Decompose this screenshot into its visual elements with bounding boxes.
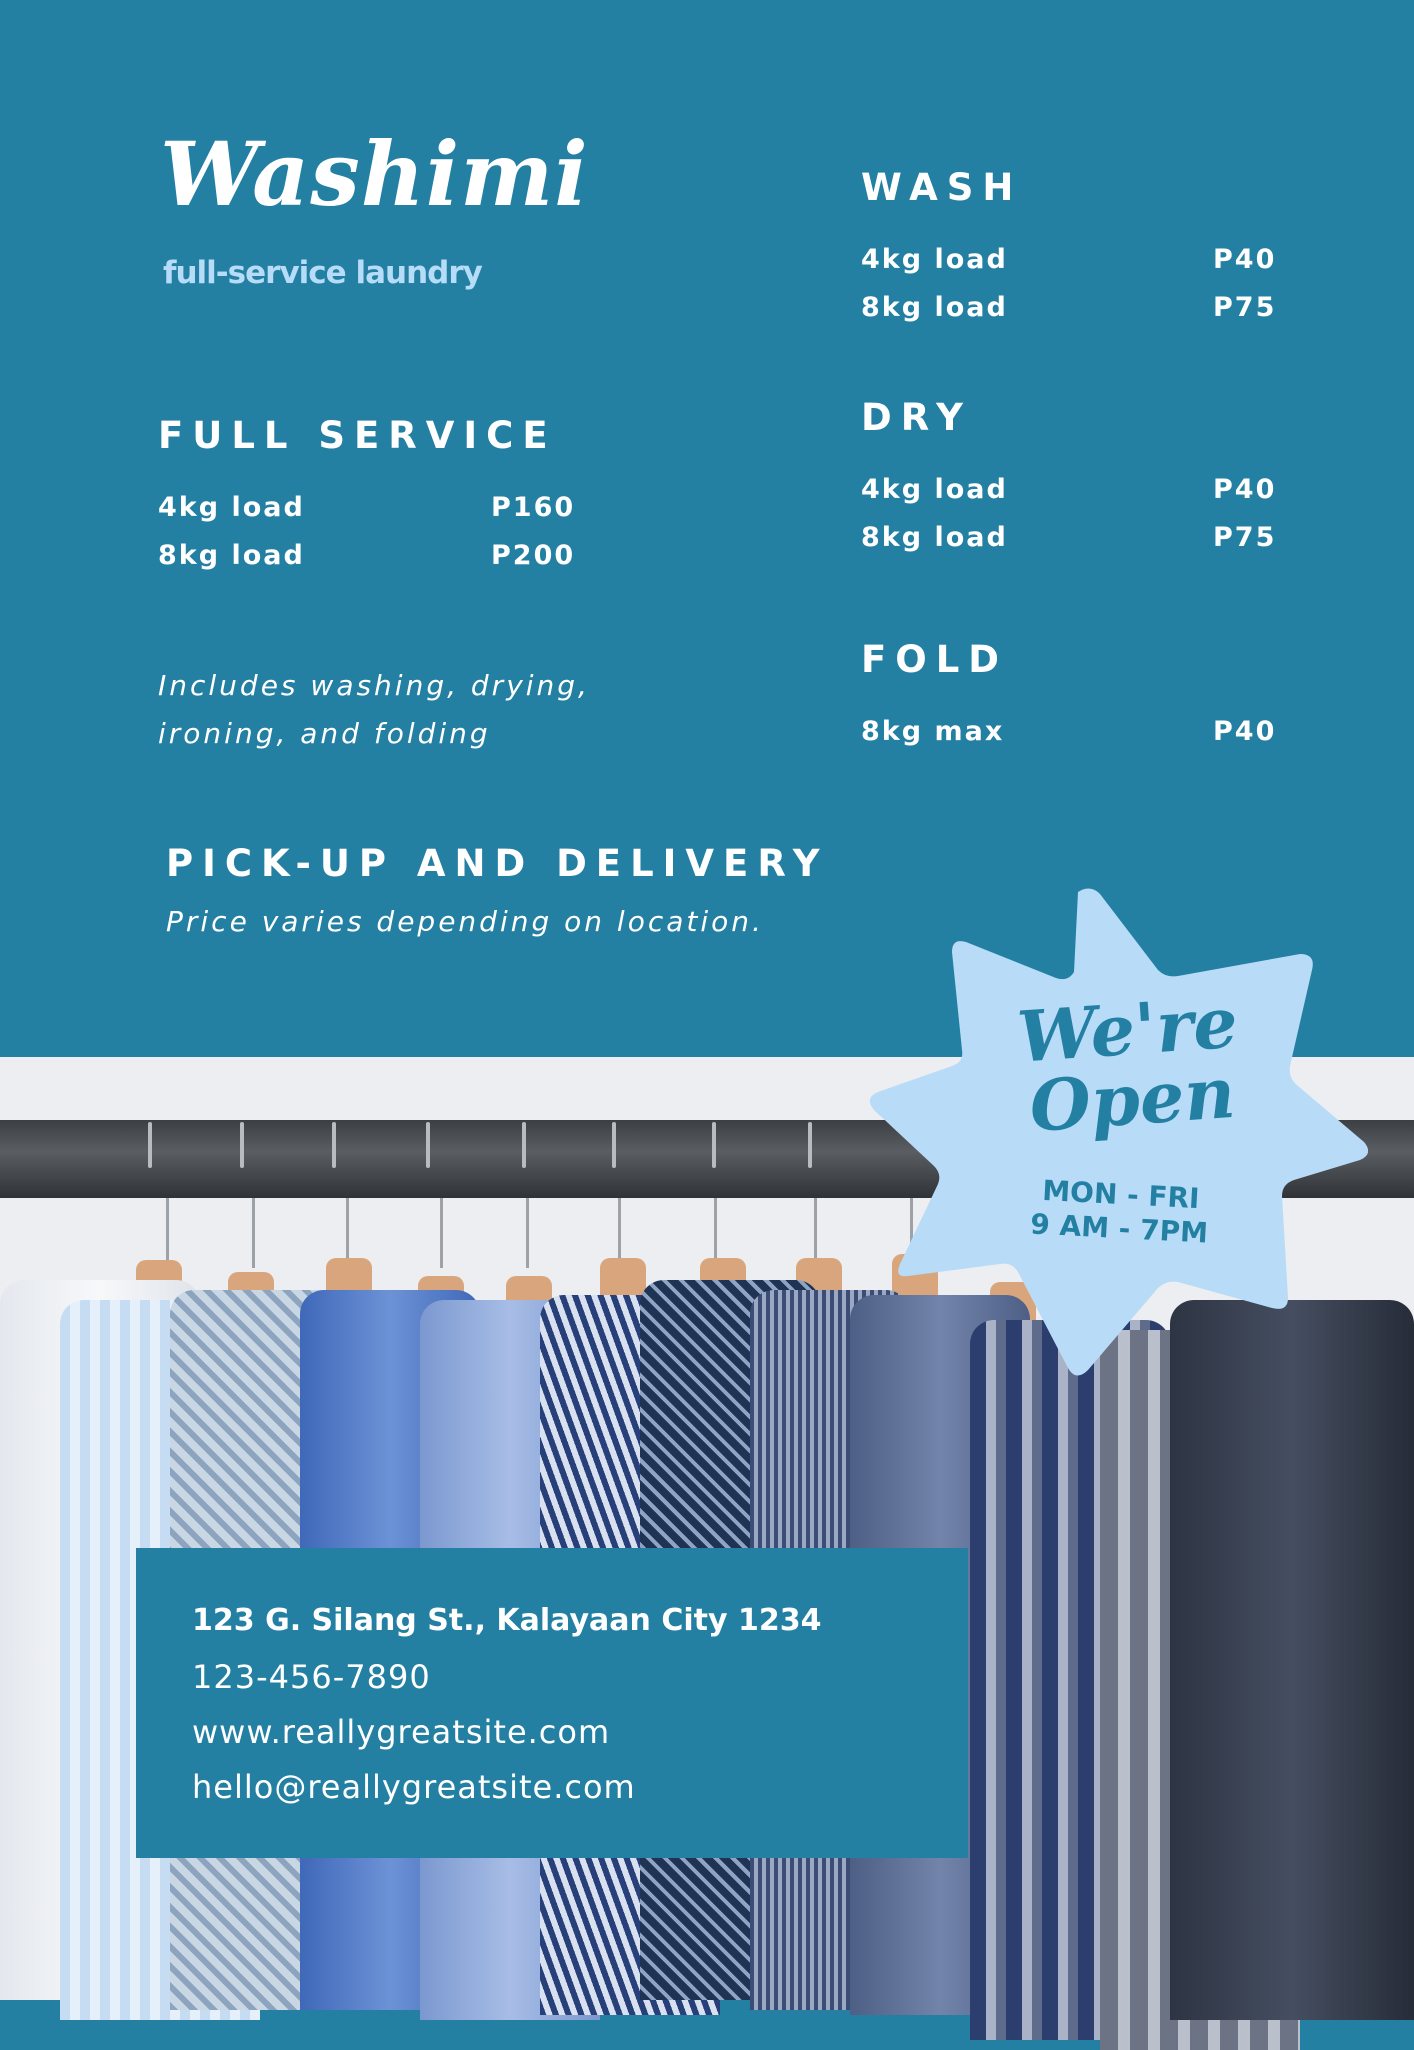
full-service-note-line-1: Includes washing, drying, (158, 669, 590, 702)
contact-address: 123 G. Silang St., Kalayaan City 1234 (192, 1603, 822, 1638)
delivery-note: Price varies depending on location. (166, 905, 764, 938)
wash-row-2-price: P75 (1213, 292, 1277, 323)
contact-website: www.reallygreatsite.com (192, 1713, 611, 1751)
contact-phone: 123-456-7890 (192, 1658, 431, 1696)
fold-row-1-label: 8kg max (861, 716, 1005, 747)
rail-hook (332, 1122, 336, 1168)
hanger-wire (252, 1198, 255, 1268)
full-service-row-2-label: 8kg load (158, 540, 305, 571)
contact-email: hello@reallygreatsite.com (192, 1768, 636, 1806)
contact-box (136, 1548, 968, 1858)
badge-hours (988, 1171, 1251, 1253)
wash-row-2-label: 8kg load (861, 292, 1008, 323)
wash-row-1-price: P40 (1213, 244, 1277, 275)
badge-days: MON - FRI (1041, 1173, 1201, 1216)
wash-row-1-label: 4kg load (861, 244, 1008, 275)
hanger-wire (166, 1198, 169, 1268)
fold-heading: FOLD (861, 638, 1009, 681)
dry-row-1-price: P40 (1213, 474, 1277, 505)
dry-heading: DRY (861, 396, 972, 439)
rail-hook (712, 1122, 716, 1168)
dry-row-1-label: 4kg load (861, 474, 1008, 505)
brand-logo: Washimi (160, 122, 589, 226)
dry-row-2-price: P75 (1213, 522, 1277, 553)
full-service-heading: FULL SERVICE (158, 414, 557, 457)
badge-line-1: We're (1014, 980, 1241, 1079)
delivery-heading: PICK-UP AND DELIVERY (166, 842, 829, 885)
rail-hook (808, 1122, 812, 1168)
fold-row-1-price: P40 (1213, 716, 1277, 747)
dry-row-2-label: 8kg load (861, 522, 1008, 553)
rail-hook (426, 1122, 430, 1168)
brand-tagline: full-service laundry (163, 255, 482, 291)
rail-hook (612, 1122, 616, 1168)
wash-heading: WASH (861, 166, 1023, 209)
rail-hook (240, 1122, 244, 1168)
hanger-wire (440, 1198, 443, 1268)
full-service-row-1-price: P160 (491, 492, 576, 523)
full-service-row-1-label: 4kg load (158, 492, 305, 523)
full-service-row-2-price: P200 (491, 540, 576, 571)
badge-headline (995, 980, 1264, 1148)
rail-hook (148, 1122, 152, 1168)
badge-line-2: Open (1027, 1050, 1238, 1148)
rail-hook (522, 1122, 526, 1168)
hanger-wire (526, 1198, 529, 1268)
full-service-note-line-2: ironing, and folding (158, 717, 491, 750)
badge-time: 9 AM - 7PM (1029, 1207, 1209, 1250)
shirt-charcoal (1170, 1300, 1414, 2020)
